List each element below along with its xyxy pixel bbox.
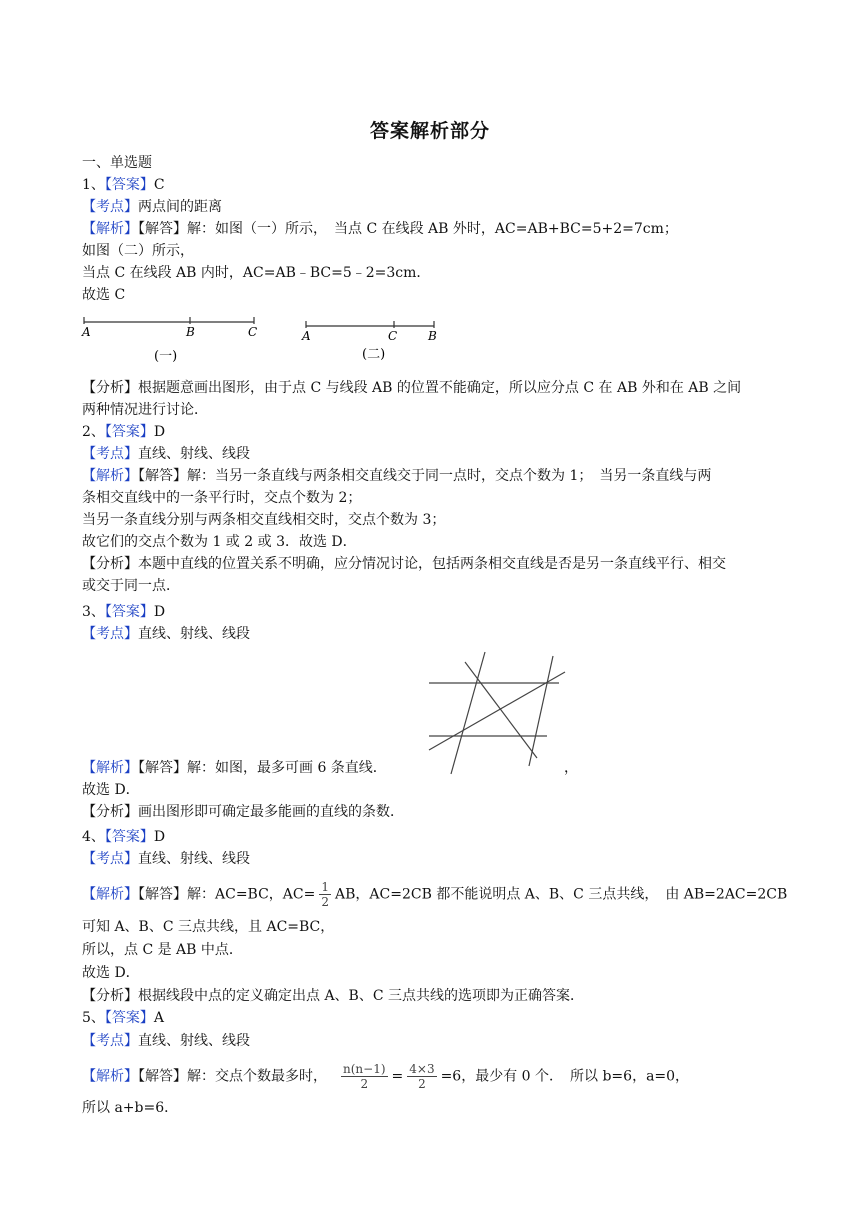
q4-solution-line — [82, 880, 787, 909]
q4-answer: D — [153, 829, 166, 845]
q1-solution: 【解答】解：如图（一）所示， 当点 C 在线段 AB 外时，AC=AB+BC=5+2=7cm； — [138, 221, 678, 237]
answer-tag: 【答案】 — [104, 424, 154, 440]
q4-line2: 可知 A、B、C 三点共线，且 AC=BC， — [82, 919, 335, 935]
q1-figures — [78, 312, 458, 370]
topic-tag: 【考点】 — [82, 1033, 138, 1049]
q1-number: 1、 — [82, 177, 105, 193]
q2-solution-line — [82, 465, 711, 487]
q5-topic-line — [82, 1030, 250, 1052]
answer-tag: 【答案】 — [104, 1010, 154, 1026]
q3-line2: 故选 D． — [82, 782, 140, 798]
q1-line2: 如图（二）所示， — [82, 243, 194, 259]
q3-comma: ， — [564, 760, 578, 776]
q3-analysis: 【分析】画出图形即可确定最多能画的直线的条数． — [82, 804, 404, 820]
q4-solution-b: AB，AC=2CB 都不能说明点 A、B、C 三点共线， 由 AB=2AC=2CB — [335, 886, 788, 903]
fig2-caption: (二) — [362, 347, 386, 362]
q2-number: 2、 — [82, 424, 105, 440]
q4-topic: 直线、射线、线段 — [138, 851, 250, 867]
section-heading: 一、单选题 — [82, 155, 152, 171]
q4-line3: 所以，点 C 是 AB 中点． — [82, 942, 243, 958]
q3-solution: 【解答】解：如图，最多可画 6 条直线． — [138, 760, 387, 776]
figure-one — [81, 317, 257, 364]
q1-analysis-line1: 【分析】根据题意画出图形，由于点 C 与线段 AB 的位置不能确定，所以应分点 C 在 AB 外和在 AB 之间 — [82, 380, 742, 396]
q5-solution-a: 【解答】解：交点个数最多时， — [138, 1068, 327, 1085]
topic-tag: 【考点】 — [82, 446, 138, 462]
q5-solution-line — [82, 1062, 689, 1091]
q2-answer-line — [82, 421, 165, 443]
topic-tag: 【考点】 — [82, 199, 138, 215]
q5-answer-line — [82, 1007, 164, 1029]
q2-analysis-line1: 【分析】本题中直线的位置关系不明确，应分情况讨论，包括两条相交直线是否是另一条直线平行、相交 — [82, 556, 726, 572]
fig1-label-b: B — [186, 325, 195, 339]
q3-topic-line — [82, 623, 250, 645]
answer-tag: 【答案】 — [104, 829, 154, 845]
answer-tag: 【答案】 — [104, 604, 154, 620]
topic-tag: 【考点】 — [82, 851, 138, 867]
q3-answer: D — [153, 604, 166, 620]
fig2-label-b: B — [428, 329, 437, 343]
q1-solution-line — [82, 218, 678, 240]
fig2-label-a: A — [302, 329, 311, 343]
q2-line4: 故它们的交点个数为 1 或 2 或 3．故选 D． — [82, 534, 357, 550]
q1-line4: 故选 C — [82, 287, 126, 303]
fraction-4x3-over-2: $\frac{4\times 3}{2}$ — [409, 1062, 435, 1091]
q2-solution: 【解答】解：当另一条直线与两条相交直线交于同一点时，交点个数为 1； 当另一条直线与两 — [138, 468, 712, 484]
q2-answer: D — [153, 424, 166, 440]
q4-solution-a: 【解答】解：AC=BC，AC= — [138, 886, 316, 903]
q5-solution-b: =6，最少有 0 个． 所以 b=6，a=0， — [440, 1068, 690, 1085]
q4-number: 4、 — [82, 829, 105, 845]
q2-line3: 当另一条直线分别与两条相交直线相交时，交点个数为 3； — [82, 512, 446, 528]
equals-sign: = — [391, 1068, 404, 1085]
q3-answer-line — [82, 601, 165, 623]
q3-solution-line — [82, 757, 387, 779]
q1-topic-line — [82, 196, 222, 218]
q1-analysis-line2: 两种情况进行讨论． — [82, 402, 208, 418]
q5-number: 5、 — [82, 1010, 105, 1026]
q1-topic: 两点间的距离 — [138, 199, 222, 215]
q2-topic-line — [82, 443, 250, 465]
analysis-tag: 【解析】 — [82, 468, 138, 484]
q4-answer-line — [82, 826, 165, 848]
q1-line3: 当点 C 在线段 AB 内时，AC=AB﹣BC=5﹣2=3cm． — [82, 265, 431, 281]
q2-line2: 条相交直线中的一条平行时，交点个数为 2； — [82, 490, 362, 506]
page-title: 答案解析部分 — [369, 120, 490, 142]
analysis-tag: 【解析】 — [82, 886, 138, 903]
q2-topic: 直线、射线、线段 — [138, 446, 250, 462]
q3-six-lines-figure — [425, 650, 570, 776]
topic-tag: 【考点】 — [82, 626, 138, 642]
q1-answer: C — [153, 177, 165, 193]
q5-topic: 直线、射线、线段 — [138, 1033, 250, 1049]
q2-analysis-line2: 或交于同一点． — [82, 578, 180, 594]
q3-topic: 直线、射线、线段 — [138, 626, 250, 642]
fraction-one-half: $\frac{1}{2}$ — [321, 880, 330, 909]
answer-tag: 【答案】 — [104, 177, 154, 193]
figure-two — [301, 321, 437, 362]
fraction-n-n-minus-1-over-2: $\frac{n(n-1)}{2}$ — [343, 1062, 386, 1091]
q4-topic-line — [82, 848, 250, 870]
q5-answer: A — [153, 1010, 165, 1026]
fig1-label-a: A — [82, 325, 91, 339]
q1-answer-line — [82, 174, 165, 196]
analysis-tag: 【解析】 — [82, 1068, 138, 1085]
fig1-caption: (一) — [154, 349, 178, 364]
fig1-label-c: C — [248, 325, 258, 339]
analysis-tag: 【解析】 — [82, 221, 138, 237]
q4-line4: 故选 D． — [82, 965, 140, 981]
q4-analysis: 【分析】根据线段中点的定义确定出点 A、B、C 三点共线的选项即为正确答案． — [82, 988, 585, 1004]
fig2-label-c: C — [388, 329, 398, 343]
q3-number: 3、 — [82, 604, 105, 620]
analysis-tag: 【解析】 — [82, 760, 138, 776]
q5-line2: 所以 a+b=6． — [82, 1100, 179, 1116]
